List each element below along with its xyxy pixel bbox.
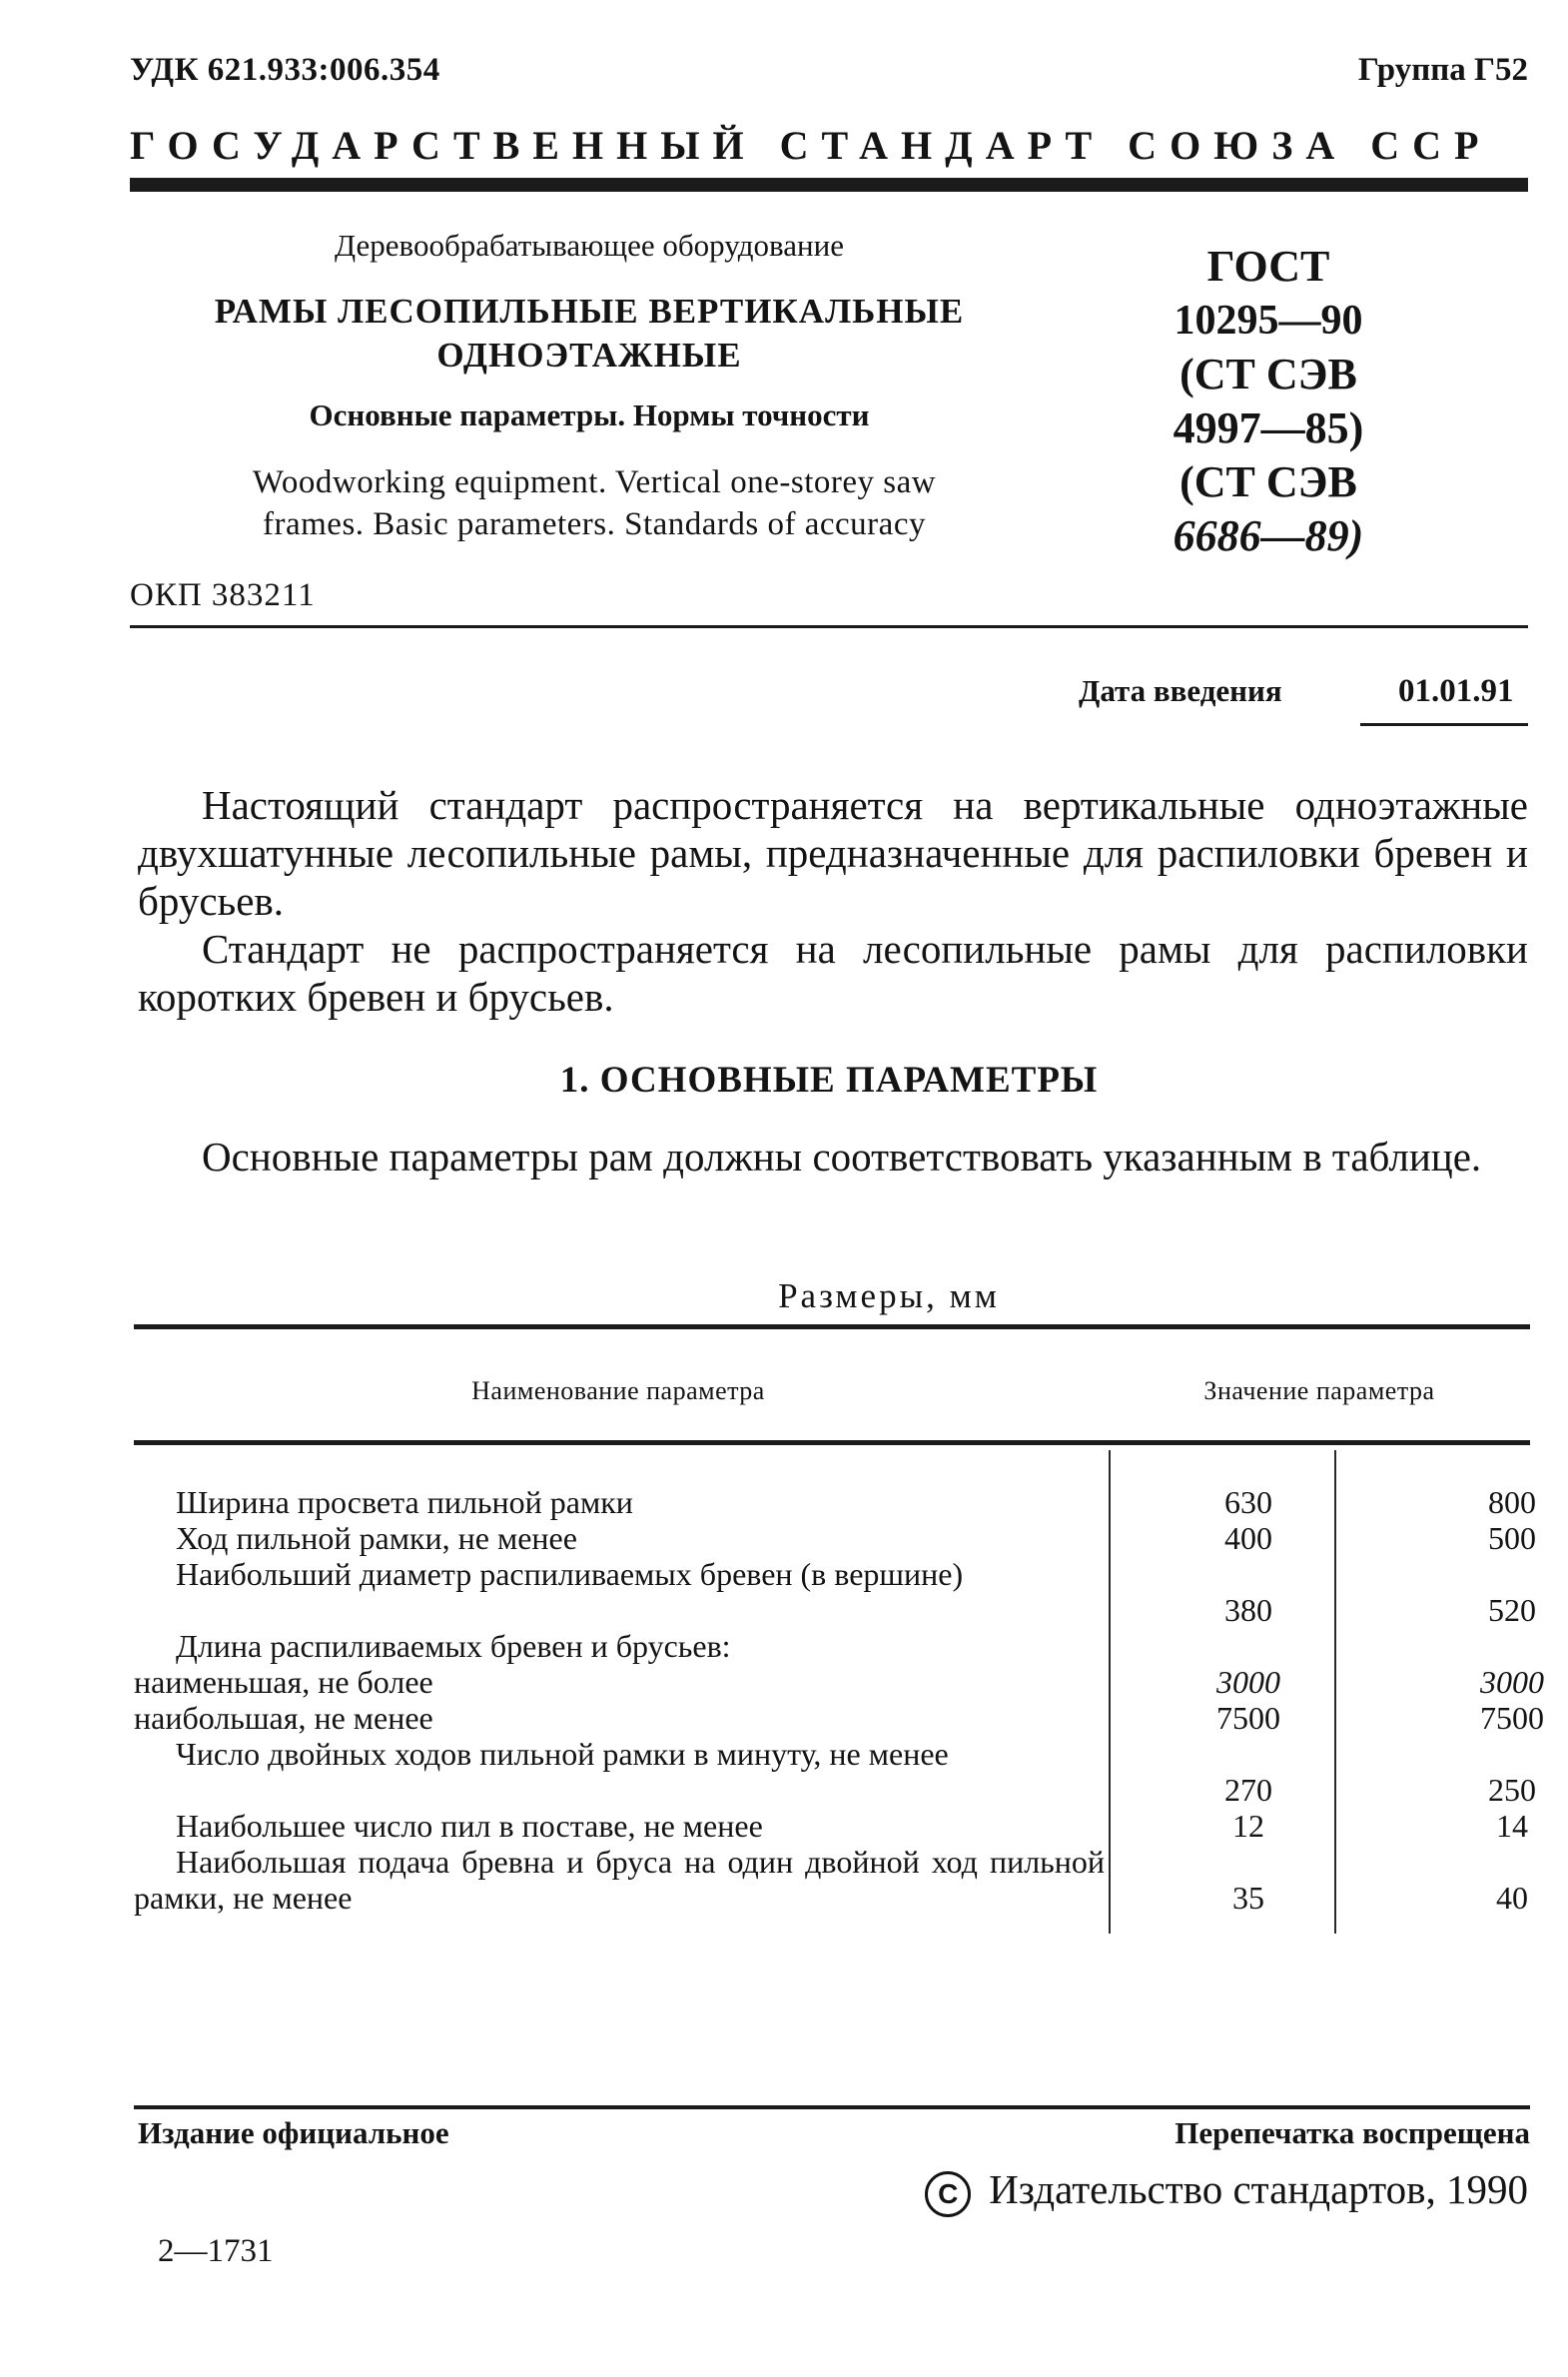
parameter-name: Наибольший диаметр распиливаемых бревен (в вершине) <box>176 1556 964 1592</box>
scope-section <box>138 781 1528 1021</box>
parameter-value-2: 520 <box>1488 1592 1536 1628</box>
st-sev-2-number: 6686—89) <box>1173 511 1364 560</box>
column-header-name: Наименование параметра <box>471 1376 765 1405</box>
table-top-rule <box>134 1324 1530 1329</box>
table-units: Размеры, мм <box>778 1276 1000 1315</box>
parameter-name: Длина распиливаемых бревен и брусьев: <box>176 1628 731 1664</box>
gost-label: ГОСТ <box>1206 242 1330 291</box>
header-divider <box>130 178 1528 192</box>
english-title-line-1: Woodworking equipment. Vertical one-storey saw <box>252 464 937 500</box>
document-title-line-2: ОДНОЭТАЖНЫЕ <box>436 336 742 375</box>
parameter-value-1: 35 <box>1232 1880 1264 1916</box>
parameter-value-1: 380 <box>1224 1592 1272 1628</box>
publisher-name: Издательство стандартов, 1990 <box>989 2166 1528 2212</box>
table-header-rule <box>134 1440 1530 1445</box>
table-row <box>134 1736 1536 1808</box>
parameter-value-1: 400 <box>1224 1520 1272 1556</box>
parameter-value-2: 7500 <box>1480 1700 1544 1736</box>
copyright-icon: C <box>925 2171 971 2217</box>
equipment-category: Деревообрабатывающее оборудование <box>334 228 844 263</box>
parameter-value-1: 630 <box>1224 1484 1272 1520</box>
introduction-date-label: Дата введения <box>1079 673 1282 708</box>
st-sev-2-label: (СТ СЭВ <box>1179 457 1357 506</box>
column-header-value: Значение параметра <box>1203 1376 1435 1405</box>
footer-rule <box>134 2105 1530 2109</box>
parameters-intro <box>138 1133 1528 1181</box>
parameter-value-1: 3000 <box>1216 1664 1280 1700</box>
english-title <box>140 461 1049 545</box>
english-title-line-2: frames. Basic parameters. Standards of accuracy <box>263 506 926 542</box>
parameter-value-2: 40 <box>1496 1880 1528 1916</box>
publisher-line <box>925 2165 1528 2217</box>
title-block-divider <box>130 625 1528 628</box>
parameter-name: наименьшая, не более <box>134 1664 433 1700</box>
parameter-value-2: 800 <box>1488 1484 1536 1520</box>
parameter-value-2: 3000 <box>1480 1664 1544 1700</box>
official-edition: Издание официальное <box>138 2115 449 2150</box>
reprint-prohibited: Перепечатка воспрещена <box>1175 2115 1530 2150</box>
exclusion-paragraph: Стандарт не распространяется на лесопильные рамы для распиловки коротких бревен и брусьев. <box>138 926 1528 1020</box>
gost-number: 10295—90 <box>1174 298 1363 344</box>
udk-code: УДК 621.933:006.354 <box>130 52 440 88</box>
table-row <box>134 1556 1536 1628</box>
date-underline <box>1360 723 1528 726</box>
section-heading: 1. ОСНОВНЫЕ ПАРАМЕТРЫ <box>559 1060 1099 1101</box>
parameter-name: наибольшая, не менее <box>134 1700 433 1736</box>
page-code: 2—1731 <box>158 2233 274 2269</box>
parameter-value-2: 14 <box>1496 1808 1528 1844</box>
parameter-name: Ширина просвета пильной рамки <box>176 1484 633 1520</box>
st-sev-1-label: (СТ СЭВ <box>1179 350 1357 398</box>
state-standard-title: ГОСУДАРСТВЕННЫЙ СТАНДАРТ СОЮЗА ССР <box>130 123 1492 168</box>
scope-paragraph: Настоящий стандарт распространяется на вертикальные одноэтажные двухшатунные лесопильные рамы, предназначенные для распиловки бревен и брусьев. <box>138 782 1528 924</box>
parameters-paragraph: Основные параметры рам должны соответствовать указанным в таблице. <box>202 1134 1482 1180</box>
okp-code: ОКП 383211 <box>130 577 316 613</box>
parameter-value-1: 12 <box>1232 1808 1264 1844</box>
document-title <box>130 290 1049 378</box>
document-title-line-1: РАМЫ ЛЕСОПИЛЬНЫЕ ВЕРТИКАЛЬНЫЕ <box>214 292 965 331</box>
st-sev-1-number: 4997—85) <box>1173 403 1364 452</box>
table-row <box>134 1844 1530 1916</box>
parameter-name: Наибольшее число пил в поставе, не менее <box>176 1808 763 1844</box>
group-code: Группа Г52 <box>1357 52 1528 88</box>
parameter-value-1: 270 <box>1224 1772 1272 1808</box>
parameter-value-2: 500 <box>1488 1520 1536 1556</box>
document-subtitle: Основные параметры. Нормы точности <box>309 397 870 432</box>
parameter-name: Число двойных ходов пильной рамки в минуту, не менее <box>176 1736 949 1772</box>
introduction-date-value: 01.01.91 <box>1398 673 1514 709</box>
parameter-value-1: 7500 <box>1216 1700 1280 1736</box>
parameter-value-2: 250 <box>1488 1772 1536 1808</box>
parameter-name: Ход пильной рамки, не менее <box>176 1520 577 1556</box>
gost-designation <box>1119 240 1418 563</box>
parameter-name: Наибольшая подача бревна и бруса на один двойной ход пильной рамки, не менее <box>134 1844 1105 1916</box>
